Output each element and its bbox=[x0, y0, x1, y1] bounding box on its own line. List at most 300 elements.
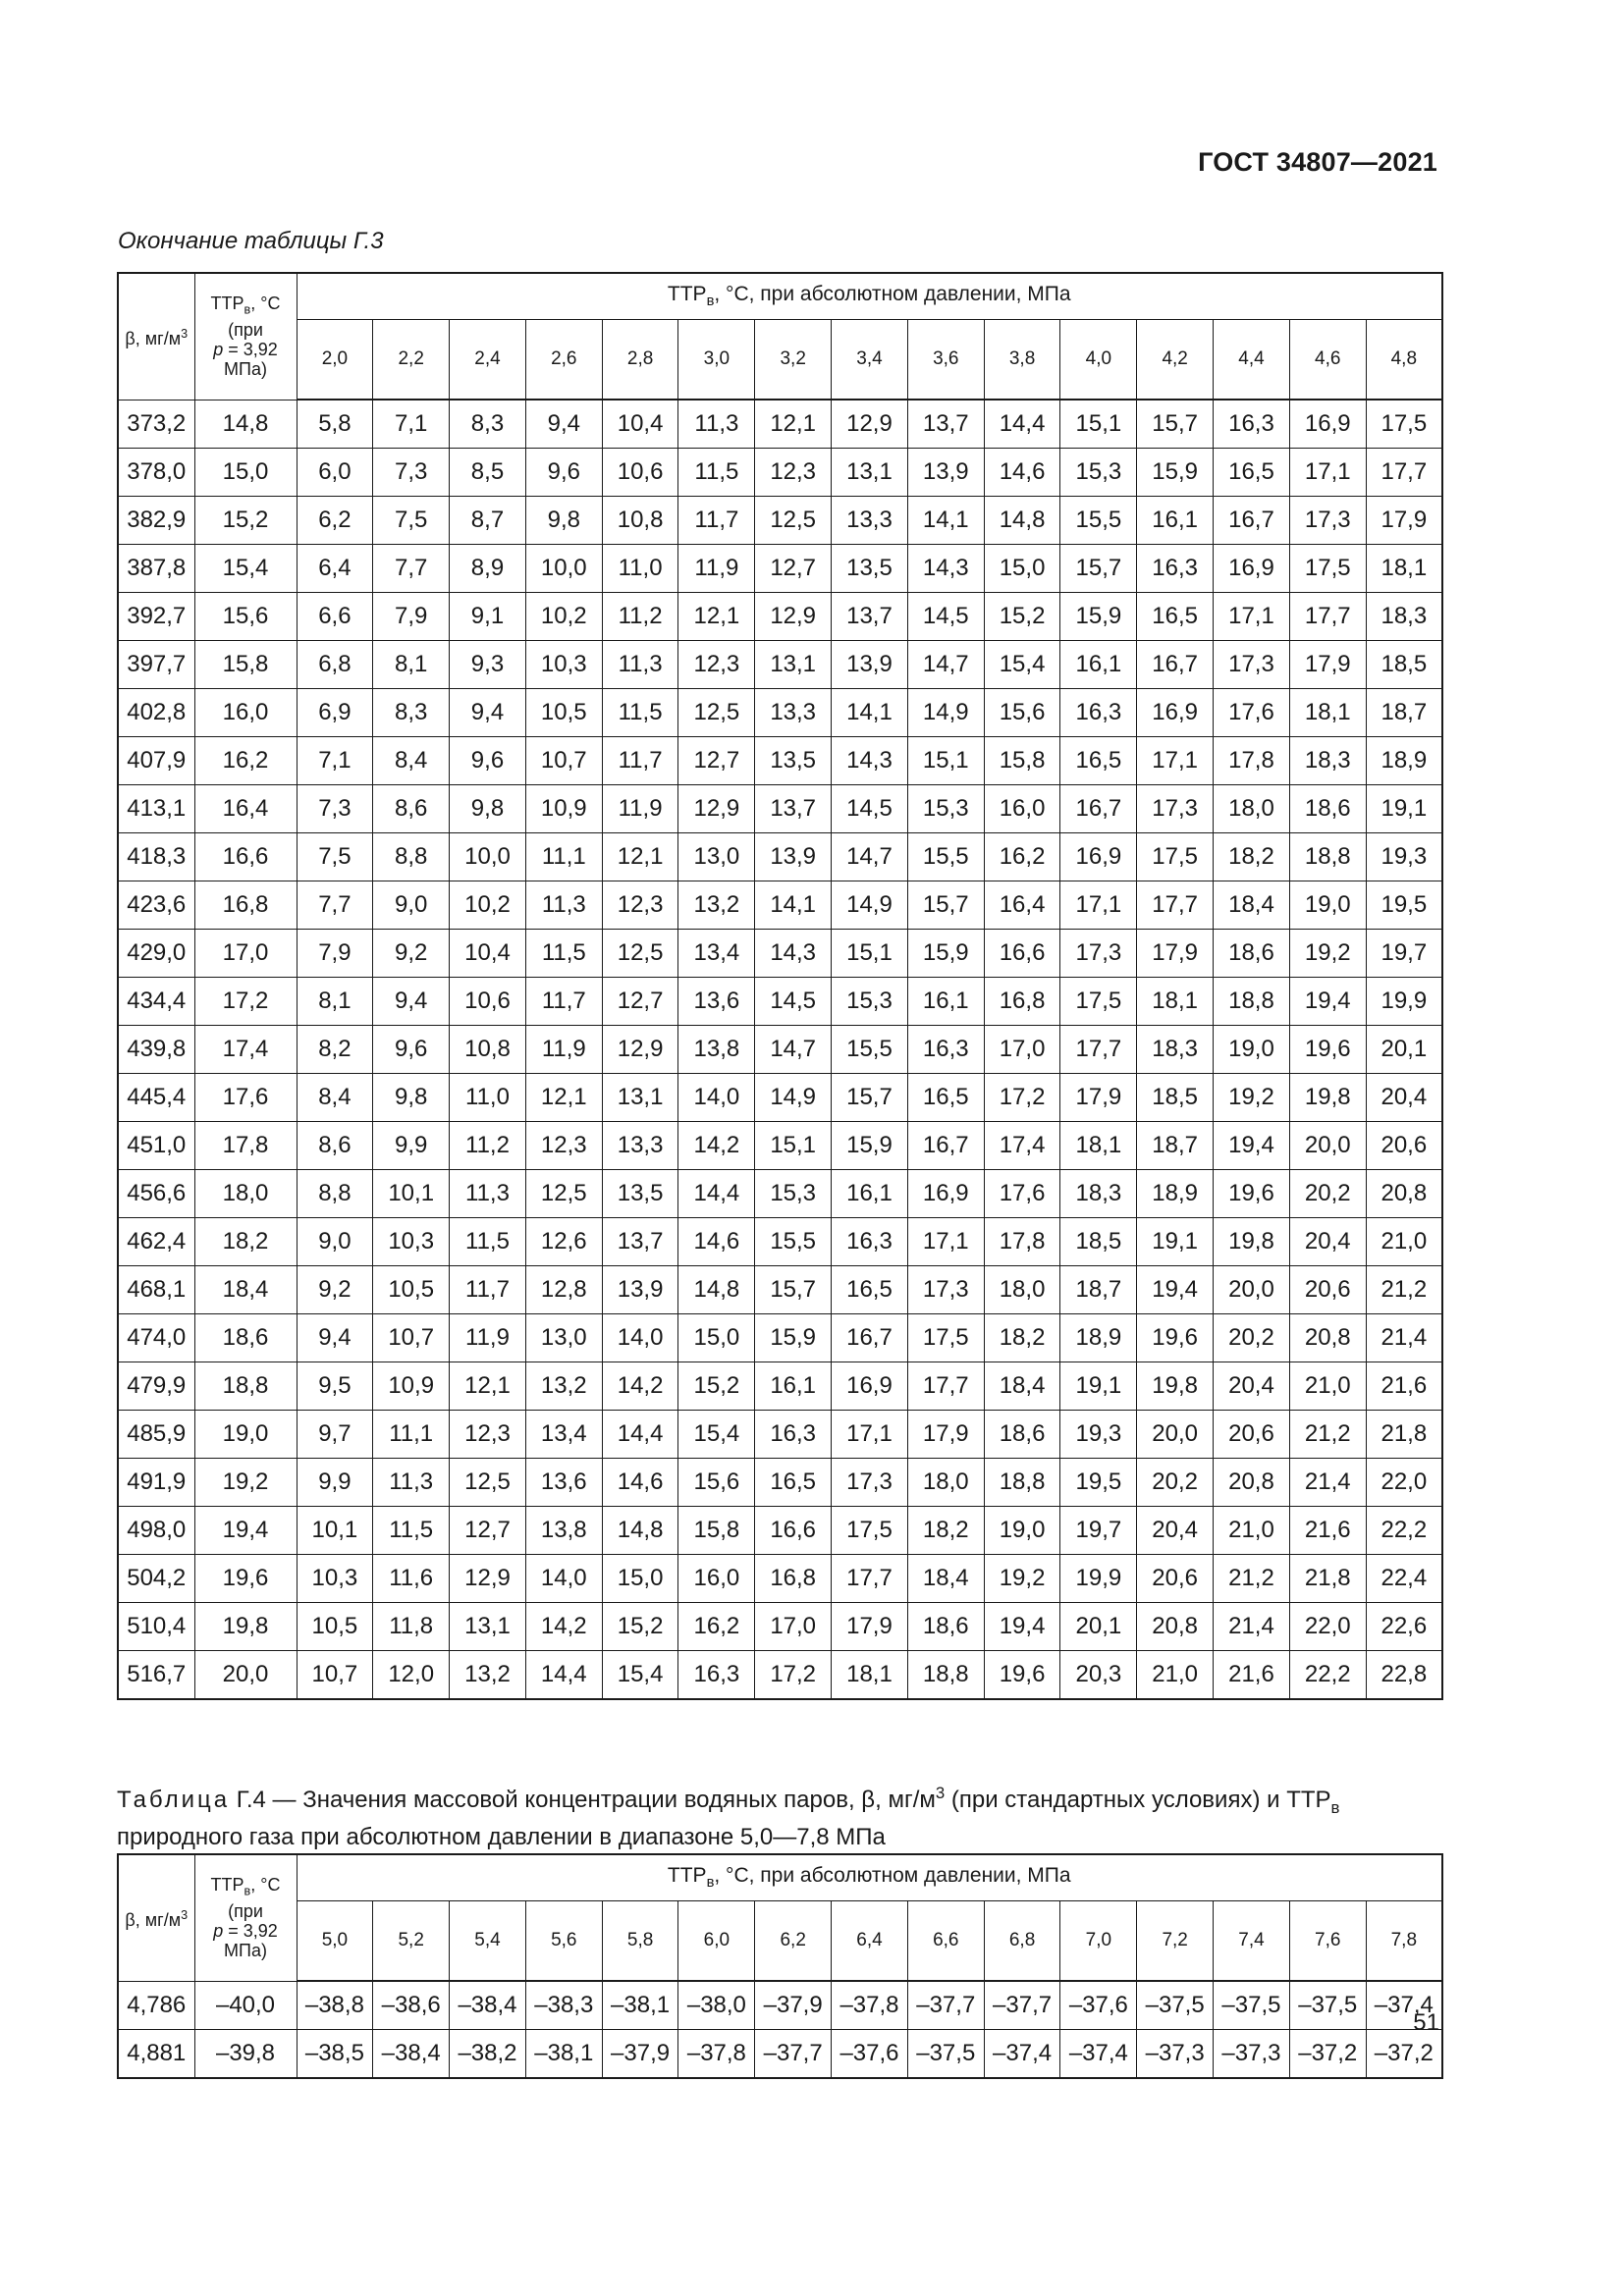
table-cell: 21,6 bbox=[1366, 1362, 1442, 1411]
table-cell: –38,3 bbox=[525, 1981, 602, 2030]
table-cell: 13,0 bbox=[525, 1314, 602, 1362]
table-cell: 12,7 bbox=[678, 737, 755, 785]
table-cell: 16,8 bbox=[755, 1555, 832, 1603]
table-cell: 20,0 bbox=[1214, 1266, 1290, 1314]
table-cell: 21,6 bbox=[1214, 1651, 1290, 1700]
table-cell: 14,3 bbox=[907, 545, 984, 593]
table-cell: 11,2 bbox=[602, 593, 678, 641]
table-cell: 13,1 bbox=[602, 1074, 678, 1122]
table-cell: 15,2 bbox=[678, 1362, 755, 1411]
table-cell: 20,4 bbox=[1289, 1218, 1366, 1266]
table-cell: 11,7 bbox=[678, 497, 755, 545]
table-cell: 17,3 bbox=[1060, 930, 1137, 978]
table-g4-title: Таблица Г.4 — Значения массовой концентрации водяных паров, β, $мг/м^3$ (при стандартных условиях) и $ТТР_в$ природного газа при абсолютном давлении в диапазоне 5,0—7,8 МПа bbox=[117, 1784, 1340, 1850]
table-cell: 12,9 bbox=[450, 1555, 526, 1603]
table-cell: 20,1 bbox=[1366, 1026, 1442, 1074]
table-cell: 17,5 bbox=[1060, 978, 1137, 1026]
table-cell: 10,9 bbox=[373, 1362, 450, 1411]
table-cell: 16,8 bbox=[984, 978, 1060, 1026]
table-cell: 15,9 bbox=[907, 930, 984, 978]
table-cell: 12,5 bbox=[755, 497, 832, 545]
pressure-header-cell: 3,4 bbox=[832, 320, 908, 400]
ttr-value-cell: 15,6 bbox=[194, 593, 297, 641]
table-row bbox=[118, 593, 1442, 641]
table-cell: 19,1 bbox=[1137, 1218, 1214, 1266]
table-cell: 18,6 bbox=[1214, 930, 1290, 978]
ttr-column-header: $ТТР_в$, °С (при p = 3,92 МПа) bbox=[194, 273, 297, 400]
table-cell: 16,1 bbox=[1137, 497, 1214, 545]
table-cell: 11,2 bbox=[450, 1122, 526, 1170]
table-cell: 22,8 bbox=[1366, 1651, 1442, 1700]
table-cell: 10,3 bbox=[297, 1555, 373, 1603]
beta-value-cell: 468,1 bbox=[118, 1266, 194, 1314]
table-cell: 12,8 bbox=[525, 1266, 602, 1314]
table-cell: 16,5 bbox=[1214, 449, 1290, 497]
table-cell: 18,6 bbox=[1289, 785, 1366, 833]
table-cell: 15,7 bbox=[755, 1266, 832, 1314]
beta-value-cell: 4,786 bbox=[118, 1981, 194, 2030]
table-cell: 10,5 bbox=[373, 1266, 450, 1314]
table-cell: 18,5 bbox=[1137, 1074, 1214, 1122]
table-row bbox=[118, 1651, 1442, 1700]
table-cell: 12,5 bbox=[525, 1170, 602, 1218]
table-cell: 14,7 bbox=[907, 641, 984, 689]
table-cell: 16,5 bbox=[1137, 593, 1214, 641]
pressure-header-cell: 6,2 bbox=[755, 1901, 832, 1982]
table-cell: –37,7 bbox=[984, 1981, 1060, 2030]
table-cell: 15,3 bbox=[832, 978, 908, 1026]
pressure-header-cell: 6,0 bbox=[678, 1901, 755, 1982]
table-cell: –37,5 bbox=[1137, 1981, 1214, 2030]
table-cell: 7,9 bbox=[373, 593, 450, 641]
table-cell: 7,7 bbox=[373, 545, 450, 593]
table-cell: 21,0 bbox=[1289, 1362, 1366, 1411]
table-cell: 17,0 bbox=[755, 1603, 832, 1651]
table-cell: 15,3 bbox=[907, 785, 984, 833]
table-cell: 21,0 bbox=[1366, 1218, 1442, 1266]
ttr-value-cell: –39,8 bbox=[194, 2030, 297, 2079]
beta-value-cell: 423,6 bbox=[118, 881, 194, 930]
table-cell: 8,9 bbox=[450, 545, 526, 593]
table-cell: 15,3 bbox=[755, 1170, 832, 1218]
beta-value-cell: 397,7 bbox=[118, 641, 194, 689]
table-cell: 12,5 bbox=[450, 1459, 526, 1507]
table-row bbox=[118, 641, 1442, 689]
table-cell: 16,7 bbox=[1137, 641, 1214, 689]
table-row bbox=[118, 1507, 1442, 1555]
beta-value-cell: 382,9 bbox=[118, 497, 194, 545]
table-cell: 16,1 bbox=[907, 978, 984, 1026]
table-cell: 17,9 bbox=[832, 1603, 908, 1651]
pressure-header-cell: 7,0 bbox=[1060, 1901, 1137, 1982]
ttr-value-cell: 18,2 bbox=[194, 1218, 297, 1266]
table-cell: 18,4 bbox=[907, 1555, 984, 1603]
table-cell: 20,8 bbox=[1214, 1459, 1290, 1507]
table-cell: 22,0 bbox=[1289, 1603, 1366, 1651]
table-cell: 15,1 bbox=[755, 1122, 832, 1170]
table-row bbox=[118, 1170, 1442, 1218]
table-cell: 9,2 bbox=[373, 930, 450, 978]
table-cell: 13,4 bbox=[525, 1411, 602, 1459]
ttr-value-cell: 16,2 bbox=[194, 737, 297, 785]
table-cell: 15,5 bbox=[1060, 497, 1137, 545]
table-cell: 20,2 bbox=[1214, 1314, 1290, 1362]
table-cell: 19,4 bbox=[1289, 978, 1366, 1026]
table-cell: 9,6 bbox=[450, 737, 526, 785]
table-cell: 6,8 bbox=[297, 641, 373, 689]
table-cell: 19,5 bbox=[1366, 881, 1442, 930]
table-cell: 17,5 bbox=[1289, 545, 1366, 593]
table-cell: 18,7 bbox=[1060, 1266, 1137, 1314]
pressure-header-cell: 6,6 bbox=[907, 1901, 984, 1982]
table-cell: 18,2 bbox=[984, 1314, 1060, 1362]
table-cell: 21,0 bbox=[1214, 1507, 1290, 1555]
table-cell: –37,5 bbox=[907, 2030, 984, 2079]
table-cell: 7,7 bbox=[297, 881, 373, 930]
table-cell: –37,6 bbox=[1060, 1981, 1137, 2030]
table-cell: 18,4 bbox=[1214, 881, 1290, 930]
table-cell: 17,1 bbox=[1289, 449, 1366, 497]
table-cell: 11,0 bbox=[450, 1074, 526, 1122]
table-cell: 16,5 bbox=[832, 1266, 908, 1314]
table-cell: 16,3 bbox=[755, 1411, 832, 1459]
table-cell: 12,1 bbox=[678, 593, 755, 641]
table-cell: 14,5 bbox=[907, 593, 984, 641]
table-cell: 7,9 bbox=[297, 930, 373, 978]
table-cell: 12,9 bbox=[832, 400, 908, 449]
table-cell: 10,5 bbox=[525, 689, 602, 737]
table-cell: 16,4 bbox=[984, 881, 1060, 930]
table-cell: 14,4 bbox=[678, 1170, 755, 1218]
ttr-value-cell: 15,0 bbox=[194, 449, 297, 497]
table-cell: 13,8 bbox=[525, 1507, 602, 1555]
table-cell: 10,7 bbox=[297, 1651, 373, 1700]
table-row bbox=[118, 930, 1442, 978]
table-cell: 14,1 bbox=[755, 881, 832, 930]
table-cell: 19,8 bbox=[1289, 1074, 1366, 1122]
table-cell: 13,7 bbox=[755, 785, 832, 833]
beta-value-cell: 429,0 bbox=[118, 930, 194, 978]
table-cell: 13,6 bbox=[678, 978, 755, 1026]
table-cell: 11,1 bbox=[373, 1411, 450, 1459]
table-cell: 8,7 bbox=[450, 497, 526, 545]
pressure-header-cell: 5,6 bbox=[525, 1901, 602, 1982]
table-cell: 13,9 bbox=[832, 641, 908, 689]
table-cell: 7,3 bbox=[373, 449, 450, 497]
table-cell: 11,9 bbox=[602, 785, 678, 833]
table-cell: 15,8 bbox=[678, 1507, 755, 1555]
table-cell: 16,2 bbox=[984, 833, 1060, 881]
table-cell: 19,2 bbox=[1214, 1074, 1290, 1122]
table-cell: 21,2 bbox=[1366, 1266, 1442, 1314]
table-cell: 16,9 bbox=[1214, 545, 1290, 593]
table-cell: 5,8 bbox=[297, 400, 373, 449]
table-cell: 15,1 bbox=[1060, 400, 1137, 449]
table-cell: 14,6 bbox=[602, 1459, 678, 1507]
table-cell: 8,5 bbox=[450, 449, 526, 497]
pressure-header-cell: 2,8 bbox=[602, 320, 678, 400]
beta-value-cell: 498,0 bbox=[118, 1507, 194, 1555]
table-cell: –38,8 bbox=[297, 1981, 373, 2030]
table-cell: 8,1 bbox=[297, 978, 373, 1026]
pressure-header-cell: 4,0 bbox=[1060, 320, 1137, 400]
table-cell: 17,5 bbox=[832, 1507, 908, 1555]
table-cell: –38,0 bbox=[678, 1981, 755, 2030]
table-cell: 18,1 bbox=[832, 1651, 908, 1700]
table-cell: –38,1 bbox=[525, 2030, 602, 2079]
table-cell: 19,0 bbox=[984, 1507, 1060, 1555]
table-cell: 17,7 bbox=[907, 1362, 984, 1411]
beta-value-cell: 516,7 bbox=[118, 1651, 194, 1700]
table-cell: 11,6 bbox=[373, 1555, 450, 1603]
table-cell: 9,5 bbox=[297, 1362, 373, 1411]
table-cell: 8,6 bbox=[297, 1122, 373, 1170]
table-cell: 15,1 bbox=[832, 930, 908, 978]
table-cell: 21,4 bbox=[1214, 1603, 1290, 1651]
table-cell: 9,4 bbox=[525, 400, 602, 449]
table-cell: 17,5 bbox=[1366, 400, 1442, 449]
table-cell: 15,0 bbox=[984, 545, 1060, 593]
beta-value-cell: 479,9 bbox=[118, 1362, 194, 1411]
table-cell: 18,3 bbox=[1060, 1170, 1137, 1218]
ttr-value-cell: 16,6 bbox=[194, 833, 297, 881]
table-cell: 19,4 bbox=[1214, 1122, 1290, 1170]
table-cell: 13,2 bbox=[450, 1651, 526, 1700]
table-cell: 15,0 bbox=[678, 1314, 755, 1362]
pressure-header-cell: 7,4 bbox=[1214, 1901, 1290, 1982]
table-cell: 14,8 bbox=[678, 1266, 755, 1314]
table-cell: 18,5 bbox=[1060, 1218, 1137, 1266]
table-cell: 8,1 bbox=[373, 641, 450, 689]
table-cell: 16,6 bbox=[984, 930, 1060, 978]
table-cell: 12,5 bbox=[602, 930, 678, 978]
table-cell: 10,1 bbox=[373, 1170, 450, 1218]
table-cell: 17,2 bbox=[984, 1074, 1060, 1122]
table-cell: 13,9 bbox=[755, 833, 832, 881]
table-cell: 19,9 bbox=[1060, 1555, 1137, 1603]
table-cell: 17,4 bbox=[984, 1122, 1060, 1170]
table-cell: –38,6 bbox=[373, 1981, 450, 2030]
ttr-value-cell: 16,8 bbox=[194, 881, 297, 930]
table-cell: 17,8 bbox=[984, 1218, 1060, 1266]
table-cell: 21,0 bbox=[1137, 1651, 1214, 1700]
table-cell: 10,9 bbox=[525, 785, 602, 833]
table-cell: 19,2 bbox=[984, 1555, 1060, 1603]
table-cell: 17,1 bbox=[1060, 881, 1137, 930]
table-cell: 11,1 bbox=[525, 833, 602, 881]
table-cell: 13,6 bbox=[525, 1459, 602, 1507]
table-g3-body bbox=[118, 400, 1442, 1699]
table-cell: 18,3 bbox=[1289, 737, 1366, 785]
ttr-value-cell: 15,2 bbox=[194, 497, 297, 545]
table-cell: 17,8 bbox=[1214, 737, 1290, 785]
table-cell: 10,0 bbox=[525, 545, 602, 593]
pressure-header-cell: 3,6 bbox=[907, 320, 984, 400]
beta-value-cell: 407,9 bbox=[118, 737, 194, 785]
table-cell: 17,9 bbox=[1289, 641, 1366, 689]
beta-column-header: β, $мг/м^3$ bbox=[118, 273, 194, 400]
table-cell: 8,8 bbox=[373, 833, 450, 881]
table-cell: 15,1 bbox=[907, 737, 984, 785]
table-cell: 12,9 bbox=[678, 785, 755, 833]
table-cell: 19,0 bbox=[1289, 881, 1366, 930]
table-cell: 6,9 bbox=[297, 689, 373, 737]
table-cell: 18,1 bbox=[1366, 545, 1442, 593]
table-cell: –37,9 bbox=[755, 1981, 832, 2030]
table-cell: 12,7 bbox=[755, 545, 832, 593]
pressure-header-cell: 5,0 bbox=[297, 1901, 373, 1982]
table-cell: 9,2 bbox=[297, 1266, 373, 1314]
table-cell: 9,4 bbox=[373, 978, 450, 1026]
table-cell: 20,8 bbox=[1137, 1603, 1214, 1651]
table-cell: –37,9 bbox=[602, 2030, 678, 2079]
table-cell: 17,7 bbox=[1137, 881, 1214, 930]
table-cell: 19,6 bbox=[984, 1651, 1060, 1700]
table-cell: 14,7 bbox=[832, 833, 908, 881]
table-cell: 13,3 bbox=[755, 689, 832, 737]
table-cell: 16,5 bbox=[907, 1074, 984, 1122]
table-cell: 11,0 bbox=[602, 545, 678, 593]
table-cell: 11,3 bbox=[525, 881, 602, 930]
table-cell: 20,8 bbox=[1289, 1314, 1366, 1362]
table-cell: 18,7 bbox=[1137, 1122, 1214, 1170]
table-cell: –38,2 bbox=[450, 2030, 526, 2079]
table-cell: 13,4 bbox=[678, 930, 755, 978]
table-cell: 10,6 bbox=[602, 449, 678, 497]
beta-value-cell: 504,2 bbox=[118, 1555, 194, 1603]
table-cell: 15,6 bbox=[984, 689, 1060, 737]
table-cell: 11,7 bbox=[602, 737, 678, 785]
table-cell: 20,4 bbox=[1137, 1507, 1214, 1555]
pressure-header-row bbox=[118, 320, 1442, 400]
table-cell: 9,6 bbox=[525, 449, 602, 497]
table-cell: 18,8 bbox=[984, 1459, 1060, 1507]
table-cell: 16,3 bbox=[832, 1218, 908, 1266]
table-cell: 10,4 bbox=[450, 930, 526, 978]
table-cell: 6,2 bbox=[297, 497, 373, 545]
table-row bbox=[118, 1555, 1442, 1603]
table-cell: 17,1 bbox=[1137, 737, 1214, 785]
table-cell: 13,3 bbox=[602, 1122, 678, 1170]
table-cell: 12,1 bbox=[450, 1362, 526, 1411]
ttr-value-cell: 20,0 bbox=[194, 1651, 297, 1700]
table-cell: 20,2 bbox=[1289, 1170, 1366, 1218]
pressure-header-cell: 5,2 bbox=[373, 1901, 450, 1982]
table-cell: 15,2 bbox=[602, 1603, 678, 1651]
table-row bbox=[118, 1603, 1442, 1651]
table-cell: 11,5 bbox=[373, 1507, 450, 1555]
ttr-value-cell: 18,4 bbox=[194, 1266, 297, 1314]
table-cell: 18,6 bbox=[984, 1411, 1060, 1459]
table-cell: 18,1 bbox=[1289, 689, 1366, 737]
beta-value-cell: 491,9 bbox=[118, 1459, 194, 1507]
table-cell: 14,8 bbox=[602, 1507, 678, 1555]
table-cell: 11,8 bbox=[373, 1603, 450, 1651]
table-cell: 16,3 bbox=[1060, 689, 1137, 737]
table-cell: 18,9 bbox=[1137, 1170, 1214, 1218]
page-number: 51 bbox=[1413, 2009, 1439, 2036]
table-cell: 13,5 bbox=[832, 545, 908, 593]
table-cell: 9,4 bbox=[450, 689, 526, 737]
table-cell: 15,8 bbox=[984, 737, 1060, 785]
table-cell: 9,8 bbox=[450, 785, 526, 833]
table-cell: 18,0 bbox=[984, 1266, 1060, 1314]
table-cell: 15,2 bbox=[984, 593, 1060, 641]
table-cell: 12,9 bbox=[602, 1026, 678, 1074]
table-cell: 14,7 bbox=[755, 1026, 832, 1074]
table-row bbox=[118, 1218, 1442, 1266]
table-row bbox=[118, 1266, 1442, 1314]
table-cell: 11,3 bbox=[373, 1459, 450, 1507]
table-cell: 19,5 bbox=[1060, 1459, 1137, 1507]
table-cell: 19,4 bbox=[984, 1603, 1060, 1651]
table-cell: 19,1 bbox=[1366, 785, 1442, 833]
table-cell: 10,3 bbox=[373, 1218, 450, 1266]
table-cell: 14,1 bbox=[832, 689, 908, 737]
table-cell: 14,9 bbox=[755, 1074, 832, 1122]
table-cell: 21,8 bbox=[1366, 1411, 1442, 1459]
beta-value-cell: 474,0 bbox=[118, 1314, 194, 1362]
table-cell: 12,3 bbox=[678, 641, 755, 689]
table-cell: 10,5 bbox=[297, 1603, 373, 1651]
ttr-value-cell: 16,0 bbox=[194, 689, 297, 737]
table-cell: 17,7 bbox=[1289, 593, 1366, 641]
table-cell: 17,1 bbox=[832, 1411, 908, 1459]
table-cell: 20,6 bbox=[1289, 1266, 1366, 1314]
beta-value-cell: 378,0 bbox=[118, 449, 194, 497]
table-cell: 8,3 bbox=[450, 400, 526, 449]
table-cell: 13,1 bbox=[450, 1603, 526, 1651]
beta-value-cell: 462,4 bbox=[118, 1218, 194, 1266]
pressure-header-cell: 7,8 bbox=[1366, 1901, 1442, 1982]
table-cell: 16,5 bbox=[1060, 737, 1137, 785]
beta-value-cell: 402,8 bbox=[118, 689, 194, 737]
ttr-value-cell: 16,4 bbox=[194, 785, 297, 833]
table-cell: –37,5 bbox=[1214, 1981, 1290, 2030]
table-cell: 14,9 bbox=[907, 689, 984, 737]
table-cell: 21,4 bbox=[1366, 1314, 1442, 1362]
table-row bbox=[118, 1122, 1442, 1170]
table-cell: 20,4 bbox=[1214, 1362, 1290, 1411]
table-cell: –37,6 bbox=[832, 2030, 908, 2079]
table-cell: 16,2 bbox=[678, 1603, 755, 1651]
table-row bbox=[118, 689, 1442, 737]
table-cell: –37,7 bbox=[907, 1981, 984, 2030]
table-cell: 22,4 bbox=[1366, 1555, 1442, 1603]
table-cell: 19,0 bbox=[1214, 1026, 1290, 1074]
table-cell: 15,5 bbox=[755, 1218, 832, 1266]
ttr-column-header: $ТТР_в$, °С (при p = 3,92 МПа) bbox=[194, 1854, 297, 1981]
table-cell: 13,2 bbox=[678, 881, 755, 930]
table-cell: –37,4 bbox=[1366, 1981, 1442, 2030]
table-cell: 9,0 bbox=[297, 1218, 373, 1266]
table-cell: 14,4 bbox=[602, 1411, 678, 1459]
table-cell: 13,9 bbox=[907, 449, 984, 497]
table-cell: –38,4 bbox=[450, 1981, 526, 2030]
table-cell: 9,9 bbox=[297, 1459, 373, 1507]
table-cell: 15,6 bbox=[678, 1459, 755, 1507]
pressure-span-header: $ТТР_в$, °С, при абсолютном давлении, МПа bbox=[297, 273, 1442, 320]
table-cell: 18,2 bbox=[1214, 833, 1290, 881]
table-cell: 13,8 bbox=[678, 1026, 755, 1074]
table-cell: –37,8 bbox=[832, 1981, 908, 2030]
ttr-value-cell: 17,0 bbox=[194, 930, 297, 978]
table-cell: 15,0 bbox=[602, 1555, 678, 1603]
table-cell: 11,5 bbox=[450, 1218, 526, 1266]
table-cell: –38,4 bbox=[373, 2030, 450, 2079]
table-cell: 11,7 bbox=[450, 1266, 526, 1314]
table-cell: 20,3 bbox=[1060, 1651, 1137, 1700]
